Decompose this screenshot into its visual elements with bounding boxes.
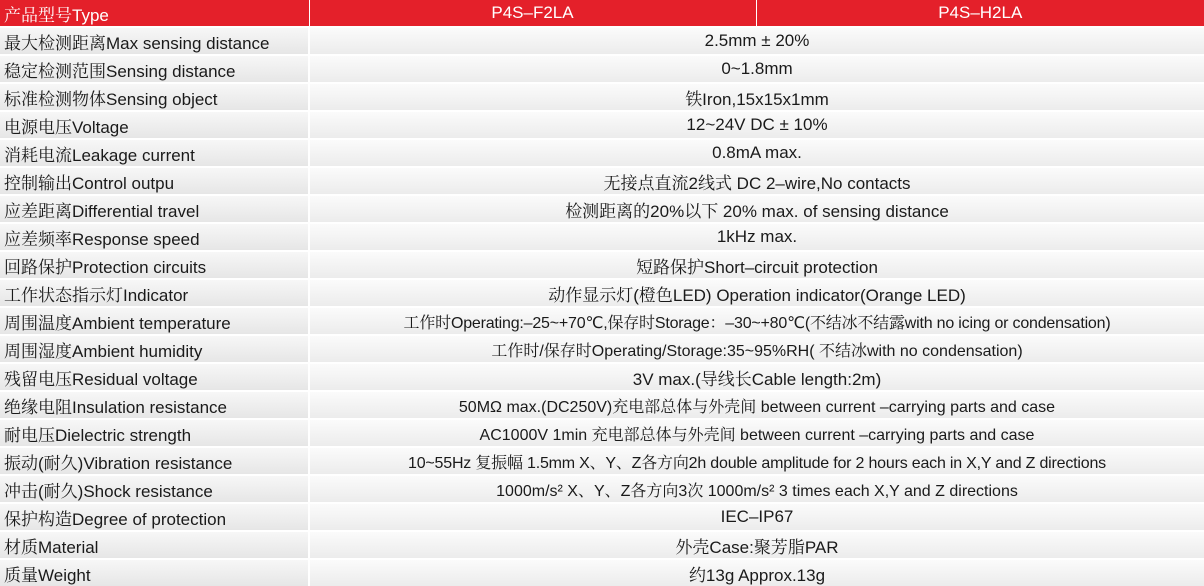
row-value: 2.5mm ± 20% bbox=[309, 27, 1204, 55]
header-row bbox=[0, 0, 1204, 27]
row-value: 12~24V DC ± 10% bbox=[309, 111, 1204, 139]
spec-row-differential-travel bbox=[0, 195, 1204, 223]
row-label: 周围湿度Ambient humidity bbox=[0, 335, 309, 363]
row-value: IEC–IP67 bbox=[309, 503, 1204, 531]
row-label: 质量Weight bbox=[0, 559, 309, 586]
spec-row-sensing-distance bbox=[0, 55, 1204, 83]
row-label: 残留电压Residual voltage bbox=[0, 363, 309, 391]
row-label: 冲击(耐久)Shock resistance bbox=[0, 475, 309, 503]
row-value: 3V max.(导线长Cable length:2m) bbox=[309, 363, 1204, 391]
row-value: 无接点直流2线式 DC 2–wire,No contacts bbox=[309, 167, 1204, 195]
row-value: 短路保护Short–circuit protection bbox=[309, 251, 1204, 279]
row-value: 0.8mA max. bbox=[309, 139, 1204, 167]
row-label: 回路保护Protection circuits bbox=[0, 251, 309, 279]
row-label: 绝缘电阻Insulation resistance bbox=[0, 391, 309, 419]
spec-row-vibration-resistance bbox=[0, 447, 1204, 475]
row-value: 工作时Operating:–25~+70℃,保存时Storage：–30~+80℃(不结冰不结露with no icing or condensation) bbox=[309, 307, 1204, 335]
spec-row-control-output bbox=[0, 167, 1204, 195]
row-value: 检测距离的20%以下 20% max. of sensing distance bbox=[309, 195, 1204, 223]
spec-row-ambient-humidity bbox=[0, 335, 1204, 363]
row-label: 振动(耐久)Vibration resistance bbox=[0, 447, 309, 475]
spec-row-shock-resistance bbox=[0, 475, 1204, 503]
spec-row-voltage bbox=[0, 111, 1204, 139]
spec-row-degree-of-protection bbox=[0, 503, 1204, 531]
spec-row-leakage-current bbox=[0, 139, 1204, 167]
spec-row-weight bbox=[0, 559, 1204, 586]
spec-row-material bbox=[0, 531, 1204, 559]
row-label: 材质Material bbox=[0, 531, 309, 559]
row-value: 50MΩ max.(DC250V)充电部总体与外壳间 between current –carrying parts and case bbox=[309, 391, 1204, 419]
row-label: 工作状态指示灯Indicator bbox=[0, 279, 309, 307]
row-value: 0~1.8mm bbox=[309, 55, 1204, 83]
spec-row-indicator bbox=[0, 279, 1204, 307]
row-label: 标准检测物体Sensing object bbox=[0, 83, 309, 111]
row-value: 工作时/保存时Operating/Storage:35~95%RH( 不结冰with no condensation) bbox=[309, 335, 1204, 363]
row-label: 最大检测距离Max sensing distance bbox=[0, 27, 309, 55]
row-label: 控制输出Control outpu bbox=[0, 167, 309, 195]
row-label: 稳定检测范围Sensing distance bbox=[0, 55, 309, 83]
row-label: 保护构造Degree of protection bbox=[0, 503, 309, 531]
spec-row-dielectric-strength bbox=[0, 419, 1204, 447]
spec-row-insulation-resistance bbox=[0, 391, 1204, 419]
spec-row-response-speed bbox=[0, 223, 1204, 251]
spec-row-sensing-object bbox=[0, 83, 1204, 111]
row-value: 铁Iron,15x15x1mm bbox=[309, 83, 1204, 111]
header-model-1: P4S–F2LA bbox=[309, 0, 756, 27]
row-label: 耐电压Dielectric strength bbox=[0, 419, 309, 447]
row-value: AC1000V 1min 充电部总体与外壳间 between current –carrying parts and case bbox=[309, 419, 1204, 447]
row-value: 1000m/s² X、Y、Z各方向3次 1000m/s² 3 times each X,Y and Z directions bbox=[309, 475, 1204, 503]
spec-row-max-sensing-distance bbox=[0, 27, 1204, 55]
header-model-2: P4S–H2LA bbox=[756, 0, 1204, 27]
row-label: 消耗电流Leakage current bbox=[0, 139, 309, 167]
row-value: 约13g Approx.13g bbox=[309, 559, 1204, 586]
row-value: 1kHz max. bbox=[309, 223, 1204, 251]
row-label: 应差距离Differential travel bbox=[0, 195, 309, 223]
spec-row-ambient-temperature bbox=[0, 307, 1204, 335]
spec-row-residual-voltage bbox=[0, 363, 1204, 391]
row-value: 动作显示灯(橙色LED) Operation indicator(Orange LED) bbox=[309, 279, 1204, 307]
row-label: 应差频率Response speed bbox=[0, 223, 309, 251]
row-value: 外壳Case:聚芳脂PAR bbox=[309, 531, 1204, 559]
row-label: 电源电压Voltage bbox=[0, 111, 309, 139]
spec-row-protection-circuits bbox=[0, 251, 1204, 279]
header-type-label: 产品型号Type bbox=[0, 0, 309, 27]
row-label: 周围温度Ambient temperature bbox=[0, 307, 309, 335]
row-value: 10~55Hz 复振幅 1.5mm X、Y、Z各方向2h double amplitude for 2 hours each in X,Y and Z directions bbox=[309, 447, 1204, 475]
